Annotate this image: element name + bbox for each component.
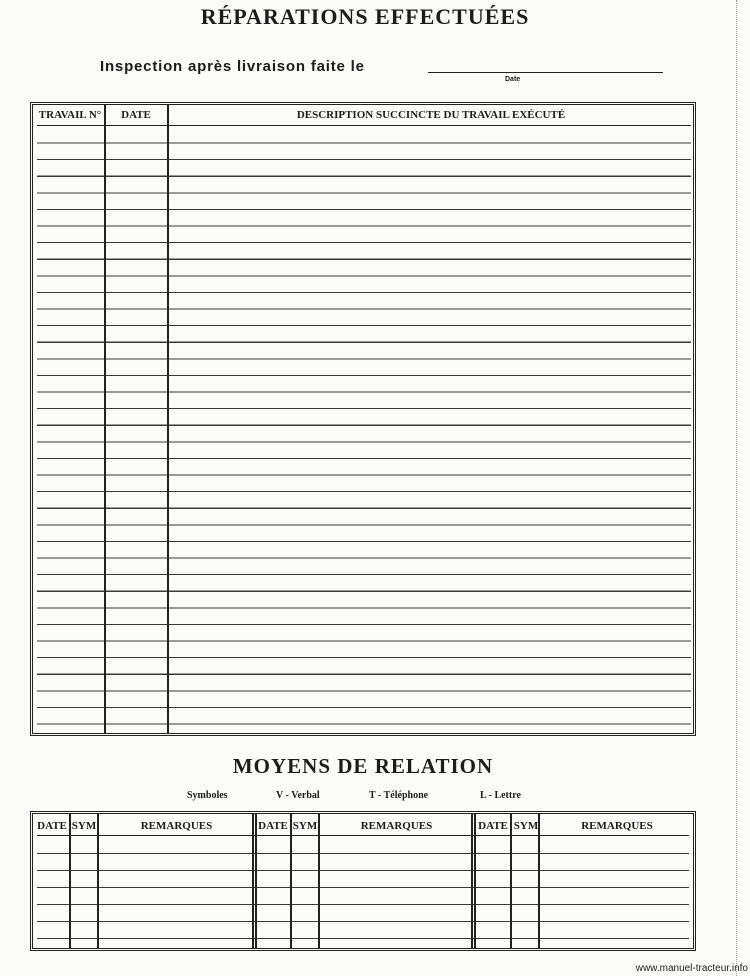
column-header-date: DATE xyxy=(121,109,151,121)
rel-header-sym: SYM xyxy=(71,820,97,832)
rel-header-date: DATE xyxy=(258,820,288,832)
rel-header-remarques: REMARQUES xyxy=(360,820,433,832)
date-caption: Date xyxy=(505,76,521,83)
symbol-telephone: T - Téléphone xyxy=(369,790,429,801)
perforation-edge xyxy=(736,0,737,976)
column-header-description: DESCRIPTION SUCCINCTE DU TRAVAIL EXÉCUTÉ xyxy=(296,109,566,121)
column-divider xyxy=(318,814,320,948)
group-divider xyxy=(471,814,473,948)
column-divider xyxy=(97,814,99,948)
relations-title: MOYENS DE RELATION xyxy=(232,754,494,778)
column-divider xyxy=(104,105,106,733)
column-divider xyxy=(290,814,292,948)
column-divider xyxy=(69,814,71,948)
relations-rows[interactable] xyxy=(37,837,689,944)
inspection-date-field[interactable] xyxy=(428,72,663,73)
symbol-verbal: V - Verbal xyxy=(276,790,320,801)
group-divider xyxy=(252,814,254,948)
column-divider xyxy=(167,105,169,733)
column-divider xyxy=(538,814,540,948)
group-divider xyxy=(255,814,257,948)
column-header-travail: TRAVAIL N° xyxy=(38,109,102,121)
rel-header-remarques: REMARQUES xyxy=(581,820,653,832)
rel-header-remarques: REMARQUES xyxy=(140,820,213,832)
rel-header-sym: SYM xyxy=(513,820,539,832)
page-title: RÉPARATIONS EFFECTUÉES xyxy=(200,4,530,29)
repairs-table xyxy=(30,102,696,736)
relations-table xyxy=(30,811,696,951)
rel-header-date: DATE xyxy=(478,820,508,832)
symbols-label: Symboles xyxy=(187,790,228,801)
inspection-label: Inspection après livraison faite le xyxy=(100,58,365,75)
rel-header-sym: SYM xyxy=(292,820,318,832)
symbol-lettre: L - Lettre xyxy=(480,790,521,801)
group-divider xyxy=(474,814,476,948)
website-watermark: www.manuel-tracteur.info xyxy=(635,963,748,974)
repairs-rows[interactable] xyxy=(37,127,691,727)
rel-header-date: DATE xyxy=(37,820,67,832)
column-divider xyxy=(510,814,512,948)
